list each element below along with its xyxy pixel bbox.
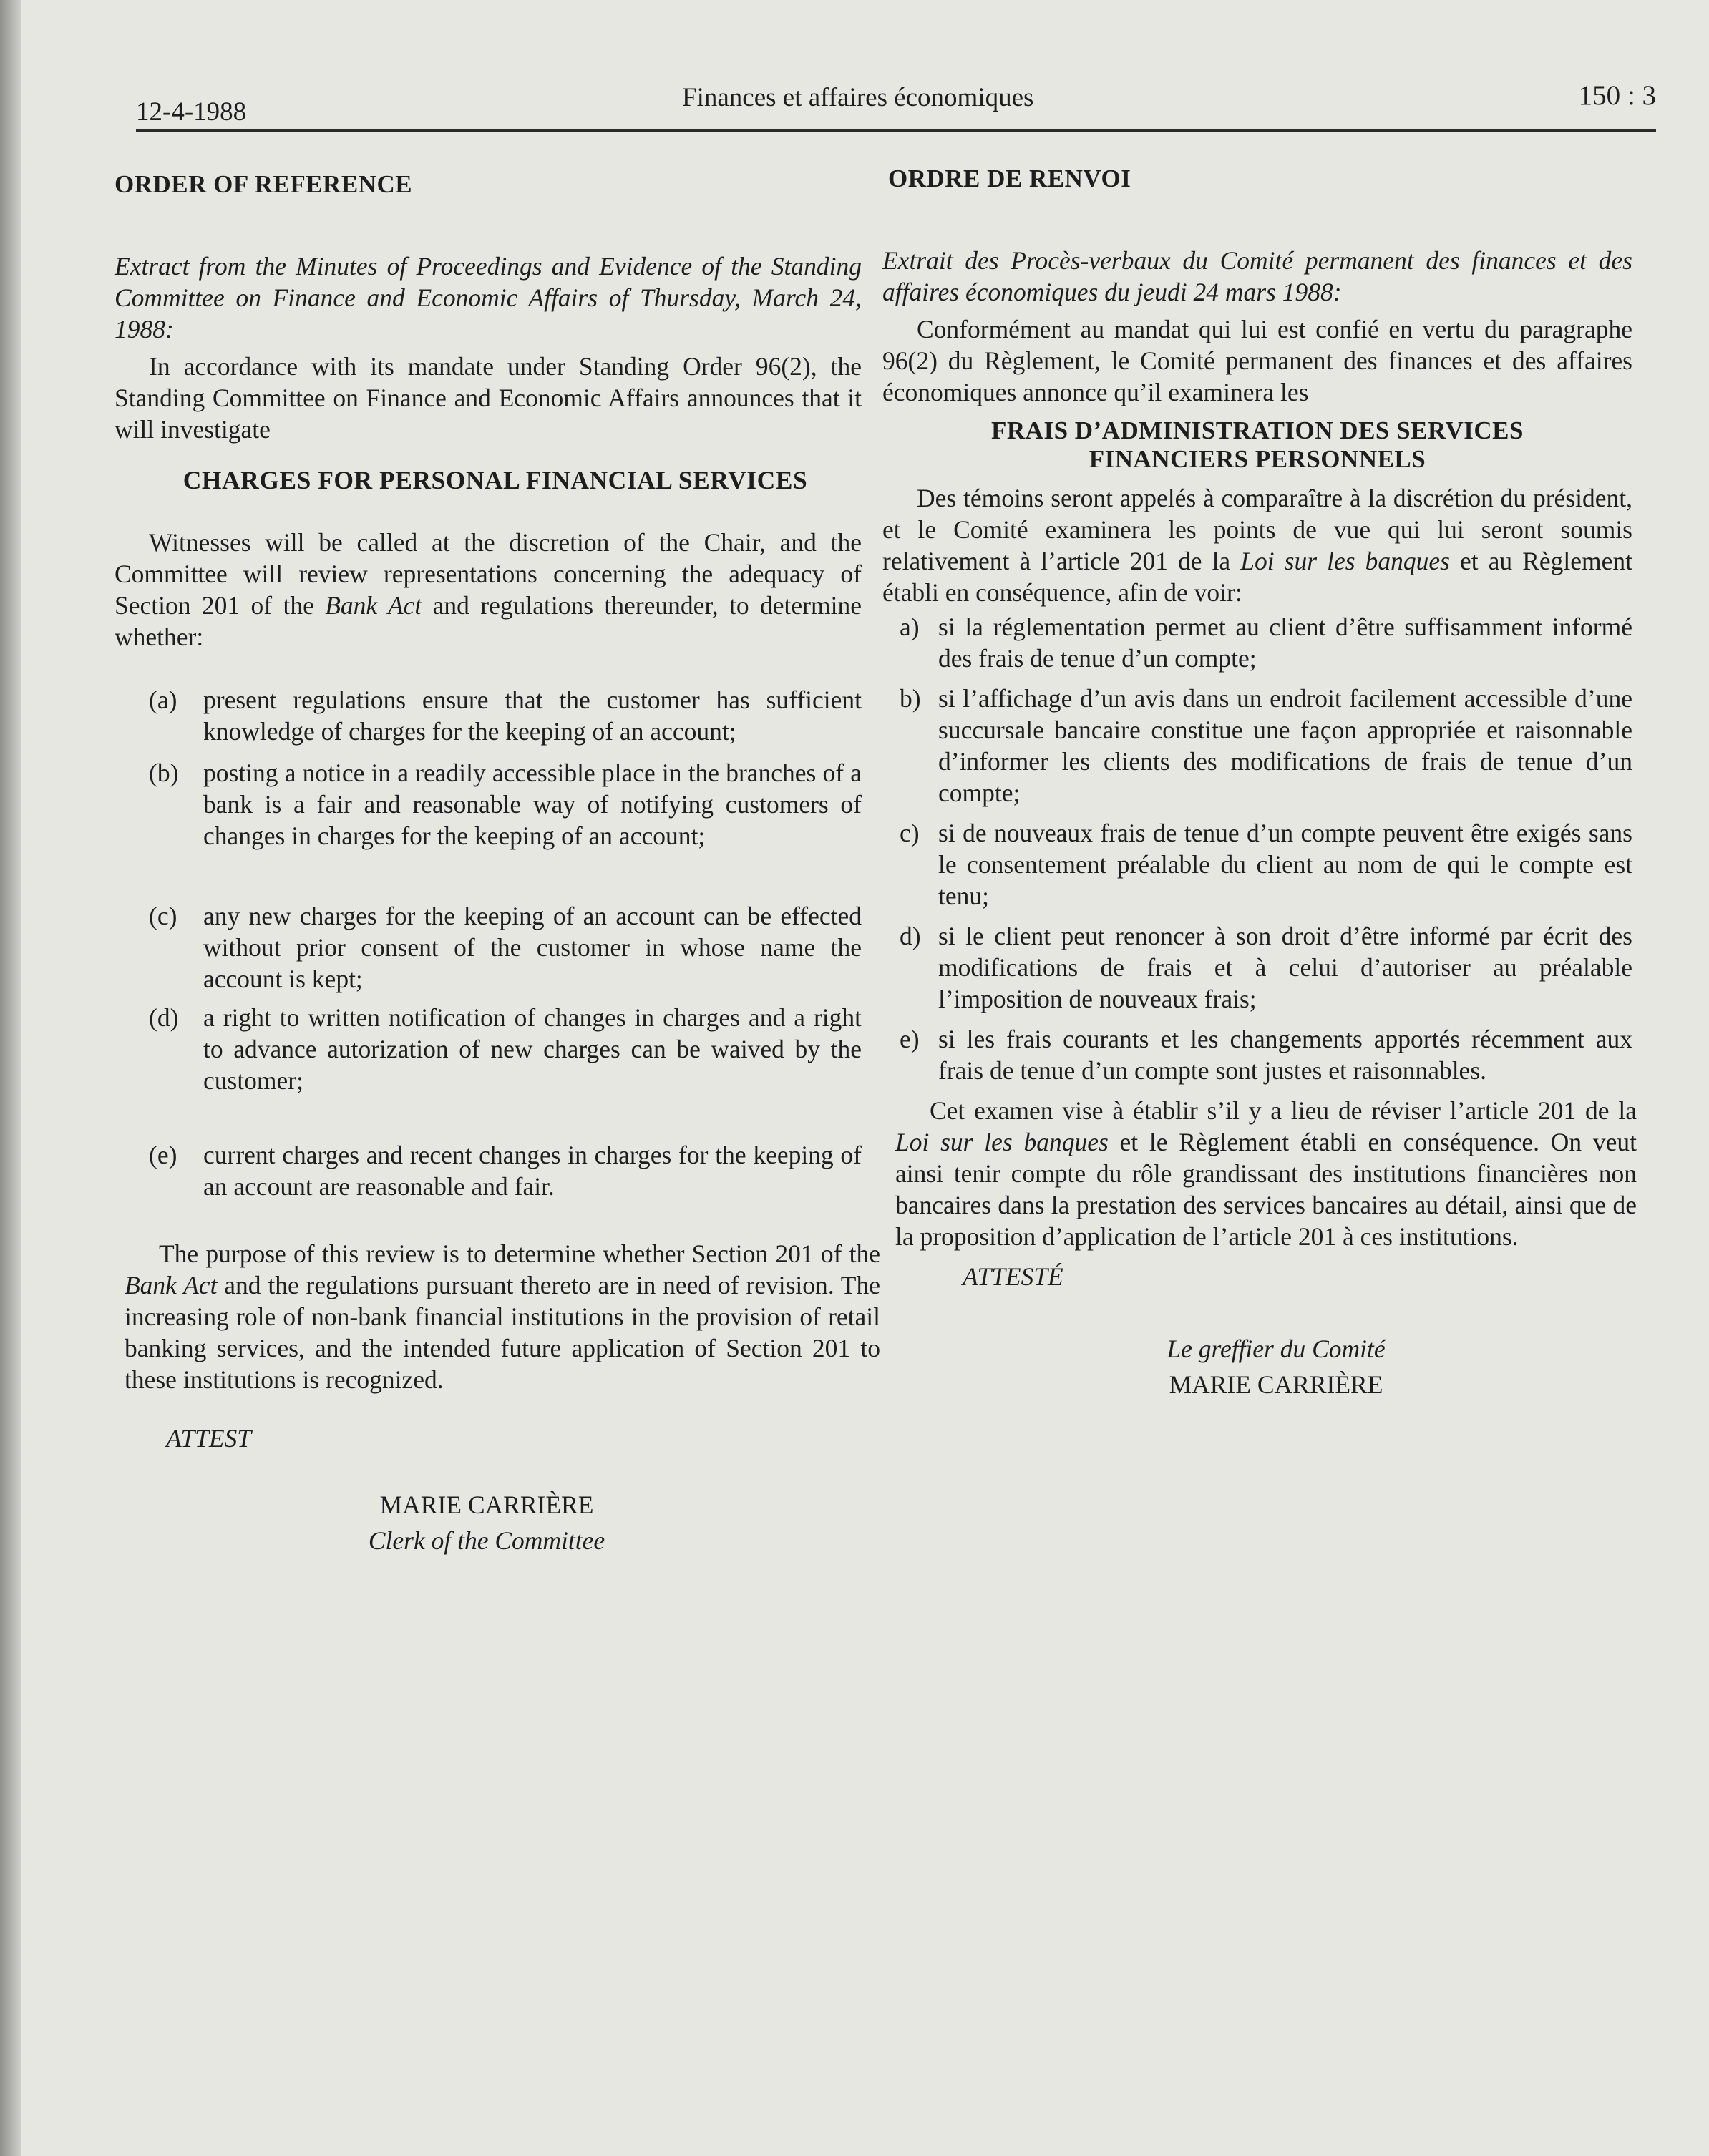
french-signatory-title: Le greffier du Comité [1167,1335,1386,1363]
list-marker: (c) [149,902,177,930]
list-marker: (d) [149,1003,179,1032]
english-witness-post: and regulations thereunder, to determine whether: [115,591,862,651]
english-purpose-act: Bank Act [125,1271,218,1299]
english-column [115,165,881,1559]
english-intro: In accordance with its mandate under Standing Order 96(2), the Standing Committee on Finance and Economic Affairs announces that it will investigate [115,352,862,444]
english-bank-act: Bank Act [325,591,422,620]
french-purpose-pre: Cet examen vise à établir s’il y a lieu de réviser l’article 201 de la [930,1096,1637,1125]
english-extract: Extract from the Minutes of Proceedings and Evidence of the Standing Committee on Finance and Economic Affairs of Thursday, March 24, 1988: [115,252,862,343]
french-subject-heading-line2: FINANCIERS PERSONNELS [1089,445,1426,473]
list-text: a right to written notification of changes in charges and a right to advance autorization of new charges can be waived by the customer; [203,1003,862,1095]
list-text: si de nouveaux frais de tenue d’un compte peuvent être exigés sans le consentement préalable du client au nom de qui le compte est tenu; [938,819,1632,910]
list-marker: b) [900,684,921,713]
english-witness-pre: Witnesses will be called at the discretion of the Chair, and the Committee will review representations concerning the adequacy of Section 201 of the [115,528,862,620]
list-marker: (e) [149,1141,177,1169]
list-marker: (a) [149,686,177,714]
french-witness-post: et au Règlement établi en conséquence, afin de voir: [882,547,1632,607]
list-item [882,611,1632,674]
list-text: any new charges for the keeping of an account can be effected without prior consent of the customer in whose name the account is kept; [203,902,862,993]
header-title: Finances et affaires économiques [682,83,1034,112]
list-marker: (b) [149,758,179,787]
french-subject-heading [882,416,1632,474]
list-item [115,757,862,852]
list-item [882,1023,1632,1086]
french-witness-paragraph [882,482,1632,608]
list-item [115,900,862,995]
list-text: posting a notice in a readily accessible place in the branches of a bank is a fair and reasonable way of notifying customers of changes in charges for the keeping of an account; [203,758,862,850]
french-signature-block [882,1331,1426,1403]
french-purpose-post: et le Règlement établi en conséquence. On veut ainsi tenir compte du rôle grandissant des institutions financières non bancaires dans la prestation des services bancaires au détail, ainsi que de la proposition d’application de l’article 201 à ces institutions. [895,1128,1637,1251]
english-signatory-title: Clerk of the Committee [368,1526,605,1555]
header-rule [136,129,1656,132]
list-item [882,683,1632,809]
french-criteria-list [882,611,1632,1086]
list-marker: d) [900,922,921,950]
english-purpose-paragraph [115,1238,880,1395]
french-signatory-name: MARIE CARRIÈRE [1169,1370,1383,1399]
french-loi-banques: Loi sur les banques [1240,547,1450,575]
english-subject-heading: CHARGES FOR PERSONAL FINANCIAL SERVICES [182,466,808,494]
english-attest: ATTEST [166,1424,252,1453]
french-subject-heading-line1: FRAIS D’ADMINISTRATION DES SERVICES [991,416,1524,444]
list-marker: e) [900,1025,920,1053]
order-of-reference-heading: ORDER OF REFERENCE [115,170,413,198]
list-item [115,1139,862,1202]
list-marker: c) [900,819,920,847]
document-page [21,0,1709,2156]
ordre-de-renvoi-heading: ORDRE DE RENVOI [888,165,1131,192]
english-criteria-list [115,684,862,1202]
list-text: si l’affichage d’un avis dans un endroit facilement accessible d’une succursale bancaire constitue une façon appropriée et raisonnable d’informer les clients des modifications de frais de tenue d’un compte; [938,684,1632,807]
list-text: current charges and recent changes in charges for the keeping of an account are reasonable and fair. [203,1141,862,1201]
english-signature-block [115,1487,644,1559]
running-header [136,82,1656,130]
french-purpose-paragraph [882,1095,1637,1252]
english-purpose-pre: The purpose of this review is to determine whether Section 201 of the [159,1239,880,1268]
english-signatory-name: MARIE CARRIÈRE [379,1491,594,1519]
list-text: si la réglementation permet au client d’être suffisamment informé des frais de tenue d’un compte; [938,613,1632,673]
list-text: present regulations ensure that the customer has sufficient knowledge of charges for the keeping of an account; [203,686,862,746]
list-item [882,920,1632,1015]
header-page-number: 150 : 3 [1578,80,1656,111]
list-text: si le client peut renoncer à son droit d’être informé par écrit des modifications de frais et à celui d’autoriser au préalable l’imposition de nouveaux frais; [938,922,1632,1013]
list-text: si les frais courants et les changements apportés récemment aux frais de tenue d’un compte sont justes et raisonnables. [938,1025,1632,1085]
french-witness-pre: Des témoins seront appelés à comparaître à la discrétion du président, et le Comité examinera les points de vue qui lui seront soumis relativement à l’article 201 de la [882,484,1632,575]
french-attest: ATTESTÉ [963,1262,1063,1291]
list-item [882,817,1632,912]
header-date: 12-4-1988 [136,97,247,127]
english-purpose-post: and the regulations pursuant thereto are in need of revision. The increasing role of non-bank financial institutions in the provision of retail banking services, and the intended future application of Section 201 to these institutions is recognized. [125,1271,881,1394]
english-witness-paragraph [115,527,862,653]
scan-edge-shadow [0,0,21,2156]
french-intro: Conformément au mandat qui lui est confié en vertu du paragraphe 96(2) du Règlement, le Comité permanent des finances et des affaires économiques annonce qu’il examinera les [882,315,1632,406]
list-item [115,1002,862,1096]
french-column [882,165,1637,1403]
french-purpose-act: Loi sur les banques [895,1128,1109,1156]
french-extract: Extrait des Procès-verbaux du Comité permanent des finances et des affaires économiques du jeudi 24 mars 1988: [882,246,1632,306]
list-item [115,684,862,747]
list-marker: a) [900,613,920,641]
